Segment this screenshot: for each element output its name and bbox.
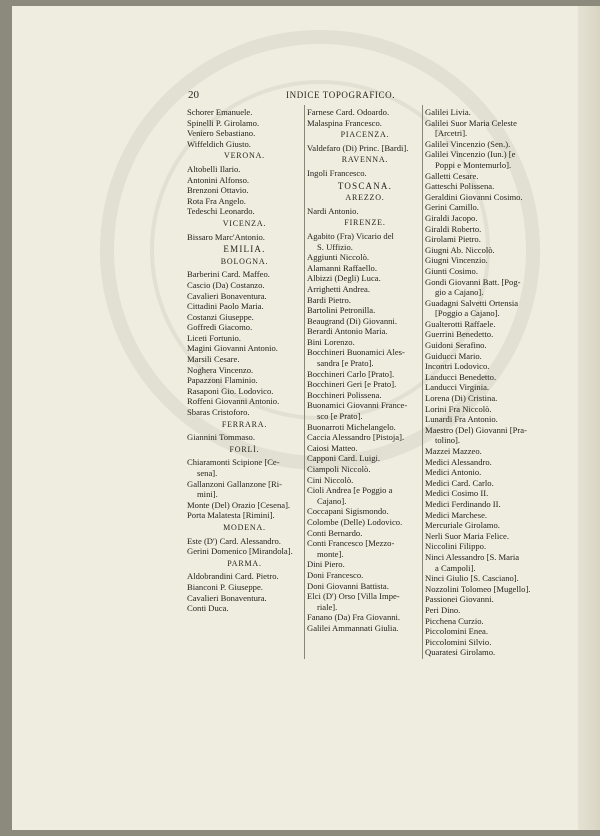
index-entry: Gerini Camillo. bbox=[425, 202, 479, 213]
index-entry: Rota Fra Angelo. bbox=[187, 195, 246, 206]
running-title: INDICE TOPOGRAFICO. bbox=[286, 90, 396, 100]
index-entry: Lorini Fra Niccolò. bbox=[425, 403, 492, 414]
index-entry: Bocchineri Carlo [Prato]. bbox=[307, 368, 395, 379]
index-entry: Galilei Vincenzio (Iun.) [e bbox=[425, 149, 516, 160]
index-entry: Incontri Lodovico. bbox=[425, 361, 490, 372]
index-entry: Medici Marchese. bbox=[425, 509, 488, 520]
index-entry: Giraldi Jacopo. bbox=[425, 212, 478, 223]
index-entry: Coccapani Sigismondo. bbox=[307, 506, 389, 517]
place-heading: VERONA. bbox=[224, 151, 265, 161]
index-entry: Chiaramonti Scipione [Ce- bbox=[187, 457, 280, 468]
page-header bbox=[188, 89, 578, 103]
index-entry: Porta Malatesta [Rimini]. bbox=[187, 510, 275, 521]
index-entry: Schorer Emanuele. bbox=[187, 107, 253, 117]
index-entry: Guiducci Mario. bbox=[425, 350, 482, 361]
place-heading: FIRENZE. bbox=[344, 218, 386, 228]
index-entry: Guadagni Salvetti Ortensia bbox=[425, 297, 519, 308]
place-heading: MODENA. bbox=[223, 522, 266, 532]
index-entry: Cavalieri Bonaventura. bbox=[187, 592, 267, 603]
index-entry: Nozzolini Tolomeo [Mugello]. bbox=[425, 583, 531, 594]
index-entry: Arrighetti Andrea. bbox=[307, 283, 371, 294]
index-entry: Gallanzoni Gallanzone [Ri- bbox=[187, 478, 282, 489]
index-entry: Valdefaro (Di) Princ. [Bardi]. bbox=[307, 142, 409, 153]
index-entry: Landucci Virginia. bbox=[425, 382, 490, 393]
index-entry: Caccia Alessandro [Pistoja]. bbox=[307, 432, 405, 443]
index-entry: [Poggio a Cajano]. bbox=[435, 308, 500, 319]
index-entry: Giugni Vincenzio. bbox=[425, 255, 488, 266]
place-heading: EMILIA. bbox=[223, 244, 266, 255]
index-entry: Alamanni Raffaello. bbox=[307, 262, 378, 273]
index-entry: Galilei Vincenzio (Sen.). bbox=[425, 138, 511, 149]
index-entry: Medici Card. Carlo. bbox=[425, 477, 494, 488]
place-heading: FORLÌ. bbox=[229, 444, 260, 454]
index-entry: Antonini Alfonso. bbox=[187, 174, 250, 185]
index-entry: Sbaras Cristoforo. bbox=[187, 407, 250, 418]
index-entry: Lunardi Fra Antonio. bbox=[425, 414, 498, 425]
index-entry: Este (D') Card. Alessandro. bbox=[187, 535, 281, 546]
index-entry: Malaspina Francesco. bbox=[307, 117, 382, 128]
index-entry: Ninci Giulio [S. Casciano]. bbox=[425, 573, 519, 584]
index-entry: Wiffeldich Giusto. bbox=[187, 138, 251, 149]
index-entry: Medici Alessandro. bbox=[425, 456, 492, 467]
index-entry: Cioli Andrea [e Poggio a bbox=[307, 485, 393, 496]
index-entry: Goffredi Giacomo. bbox=[187, 322, 253, 333]
index-entry: Passionei Giovanni. bbox=[425, 594, 494, 605]
page-number: 20 bbox=[188, 89, 199, 101]
place-heading: PARMA. bbox=[227, 558, 262, 568]
index-entry: Gatteschi Polissena. bbox=[425, 181, 495, 192]
index-entry: Spinelli P. Girolamo. bbox=[187, 117, 260, 128]
place-heading: AREZZO. bbox=[345, 193, 385, 203]
index-entry: Galilei Suor Maria Celeste bbox=[425, 117, 517, 128]
index-entry: Aggiunti Niccolò. bbox=[307, 252, 370, 263]
index-entry: S. Uffizio. bbox=[317, 241, 353, 252]
place-heading: FERRARA. bbox=[221, 419, 268, 429]
index-entry: Bianconi P. Giuseppe. bbox=[187, 581, 263, 592]
index-entry: riale]. bbox=[317, 601, 338, 612]
index-entry: Picchena Curzio. bbox=[425, 615, 484, 626]
index-entry: Brenzoni Ottavio. bbox=[187, 185, 249, 196]
index-entry: Gualterotti Raffaele. bbox=[425, 318, 496, 329]
index-entry: Giunti Cosimo. bbox=[425, 265, 479, 276]
index-column-2 bbox=[304, 105, 423, 659]
index-entry: Piccolomini Silvio. bbox=[425, 636, 492, 647]
index-entry: Bocchineri Buonamici Ales- bbox=[307, 347, 405, 358]
index-entry: Albizzi (Degli) Luca. bbox=[307, 273, 381, 284]
index-entry: monte]. bbox=[317, 548, 344, 559]
index-entry: Quaratesi Girolamo. bbox=[425, 647, 496, 658]
index-entry: Peri Dino. bbox=[425, 604, 461, 615]
index-entry: Liceti Fortunio. bbox=[187, 332, 241, 343]
index-entry: Girolami Pietro. bbox=[425, 234, 481, 245]
index-entry: Guerrini Benedetto. bbox=[425, 329, 494, 340]
index-entry: Bocchineri Polissena. bbox=[307, 389, 382, 400]
index-entry: Poppi e Montemurlo]. bbox=[435, 159, 512, 170]
index-entry: Elci (D') Orso [Villa Impe- bbox=[307, 591, 400, 602]
index-entry: Mazzei Mazzeo. bbox=[425, 446, 482, 456]
index-entry: Farnese Card. Odoardo. bbox=[307, 107, 390, 117]
index-entry: Barberini Card. Maffeo. bbox=[187, 269, 270, 280]
place-heading: RAVENNA. bbox=[341, 155, 389, 165]
index-entry: mini]. bbox=[197, 489, 218, 500]
page-edge bbox=[578, 6, 600, 830]
index-entry: Bissaro Marc'Antonio. bbox=[187, 231, 265, 242]
index-entry: Capponi Card. Luigi. bbox=[307, 453, 381, 464]
index-entry: Gondi Giovanni Batt. [Pog- bbox=[425, 276, 521, 287]
index-entry: Mercuriale Girolamo. bbox=[425, 520, 500, 531]
index-entry: Lorena (Di) Cristina. bbox=[425, 393, 498, 404]
index-entry: Tedeschi Leonardo. bbox=[187, 206, 255, 217]
index-entry: Berardi Antonio Maria. bbox=[307, 326, 388, 337]
index-column-1 bbox=[187, 107, 302, 614]
index-entry: Conti Duca. bbox=[187, 603, 229, 614]
index-entry: Guidoni Serafino. bbox=[425, 340, 487, 351]
index-entry: Doni Giovanni Battista. bbox=[307, 580, 389, 591]
index-entry: [Arcetri]. bbox=[435, 128, 468, 139]
index-entry: sandra [e Prato]. bbox=[317, 358, 374, 369]
index-entry: Roffeni Giovanni Antonio. bbox=[187, 396, 280, 407]
index-entry: Buonamici Giovanni France- bbox=[307, 400, 408, 411]
index-entry: Veniero Sebastiano. bbox=[187, 128, 256, 139]
index-entry: sco [e Prato]. bbox=[317, 411, 363, 422]
index-entry: Cavalieri Bonaventura. bbox=[187, 290, 267, 301]
index-entry: Galilei Livia. bbox=[425, 107, 471, 117]
index-entry: Ciampoli Niccolò. bbox=[307, 464, 371, 474]
index-entry: Bini Lorenzo. bbox=[307, 336, 355, 347]
index-entry: gio a Cajano]. bbox=[435, 287, 484, 298]
place-heading: VICENZA. bbox=[222, 218, 267, 228]
index-entry: Fanano (Da) Fra Giovanni. bbox=[307, 612, 401, 623]
index-entry: Ingoli Francesco. bbox=[307, 167, 367, 178]
index-entry: Geraldini Giovanni Cosimo. bbox=[425, 191, 523, 202]
index-entry: Conti Francesco [Mezzo- bbox=[307, 538, 395, 549]
index-entry: Altobelli Ilario. bbox=[187, 163, 241, 174]
index-entry: tolino]. bbox=[435, 435, 461, 446]
index-entry: Ninci Alessandro [S. Maria bbox=[425, 551, 520, 562]
index-entry: Galilei Ammannati Giulia. bbox=[307, 622, 399, 633]
index-entry: Galletti Cesare. bbox=[425, 170, 479, 181]
index-entry: Cini Niccolò. bbox=[307, 474, 354, 485]
index-entry: Gerini Domenico [Mirandola]. bbox=[187, 546, 293, 557]
index-entry: sena]. bbox=[197, 468, 218, 478]
place-heading: PIACENZA. bbox=[340, 130, 390, 140]
index-entry: Magini Giovanni Antonio. bbox=[187, 343, 278, 354]
index-entry: Noghera Vincenzo. bbox=[187, 364, 254, 375]
index-entry: Nerli Suor Maria Felice. bbox=[425, 530, 510, 541]
index-entry: Giraldi Roberto. bbox=[425, 223, 482, 234]
place-heading: TOSCANA. bbox=[337, 180, 393, 191]
index-entry: a Campoli]. bbox=[435, 562, 476, 573]
index-entry: Marsili Cesare. bbox=[187, 354, 240, 365]
index-entry: Papazzoni Flaminio. bbox=[187, 375, 258, 386]
index-entry: Niccolini Filippo. bbox=[425, 541, 487, 552]
index-entry: Colombe (Delle) Lodovico. bbox=[307, 516, 403, 527]
index-entry: Cajano]. bbox=[317, 495, 347, 506]
index-entry: Cascio (Da) Costanzo. bbox=[187, 279, 265, 290]
index-entry: Medici Antonio. bbox=[425, 467, 482, 478]
index-entry: Agabito (Fra) Vicario del bbox=[307, 230, 394, 241]
index-column-3 bbox=[422, 105, 541, 659]
index-entry: Piccolomini Enea. bbox=[425, 626, 489, 637]
index-entry: Aldobrandini Card. Pietro. bbox=[187, 571, 279, 582]
index-entry: Landucci Benedetto. bbox=[425, 371, 497, 382]
index-entry: Caiosi Matteo. bbox=[307, 442, 358, 453]
index-entry: Giugni Ab. Niccolò. bbox=[425, 244, 495, 255]
index-entry: Bartolini Petronilla. bbox=[307, 305, 376, 316]
index-entry: Beaugrand (Di) Giovanni. bbox=[307, 315, 397, 326]
index-entry: Doni Francesco. bbox=[307, 569, 364, 580]
index-entry: Cittadini Paolo Maria. bbox=[187, 301, 264, 312]
place-heading: BOLOGNA. bbox=[220, 256, 269, 266]
index-entry: Dini Piero. bbox=[307, 559, 345, 570]
index-entry: Bocchineri Geri [e Prato]. bbox=[307, 379, 397, 390]
index-entry: Medici Cosimo II. bbox=[425, 488, 489, 499]
index-entry: Medici Ferdinando II. bbox=[425, 498, 501, 509]
index-entry: Maestro (Del) Giovanni [Pra- bbox=[425, 424, 527, 435]
index-entry: Costanzi Giuseppe. bbox=[187, 311, 254, 322]
index-entry: Monte (Del) Orazio [Cesena]. bbox=[187, 499, 291, 510]
index-entry: Rasaponi Gio. Lodovico. bbox=[187, 385, 274, 396]
index-entry: Conti Bernardo. bbox=[307, 527, 363, 538]
index-entry: Giannini Tommaso. bbox=[187, 432, 255, 443]
index-entry: Buonarroti Michelangelo. bbox=[307, 421, 396, 432]
index-entry: Bardi Pietro. bbox=[307, 294, 351, 305]
index-entry: Nardi Antonio. bbox=[307, 205, 359, 216]
